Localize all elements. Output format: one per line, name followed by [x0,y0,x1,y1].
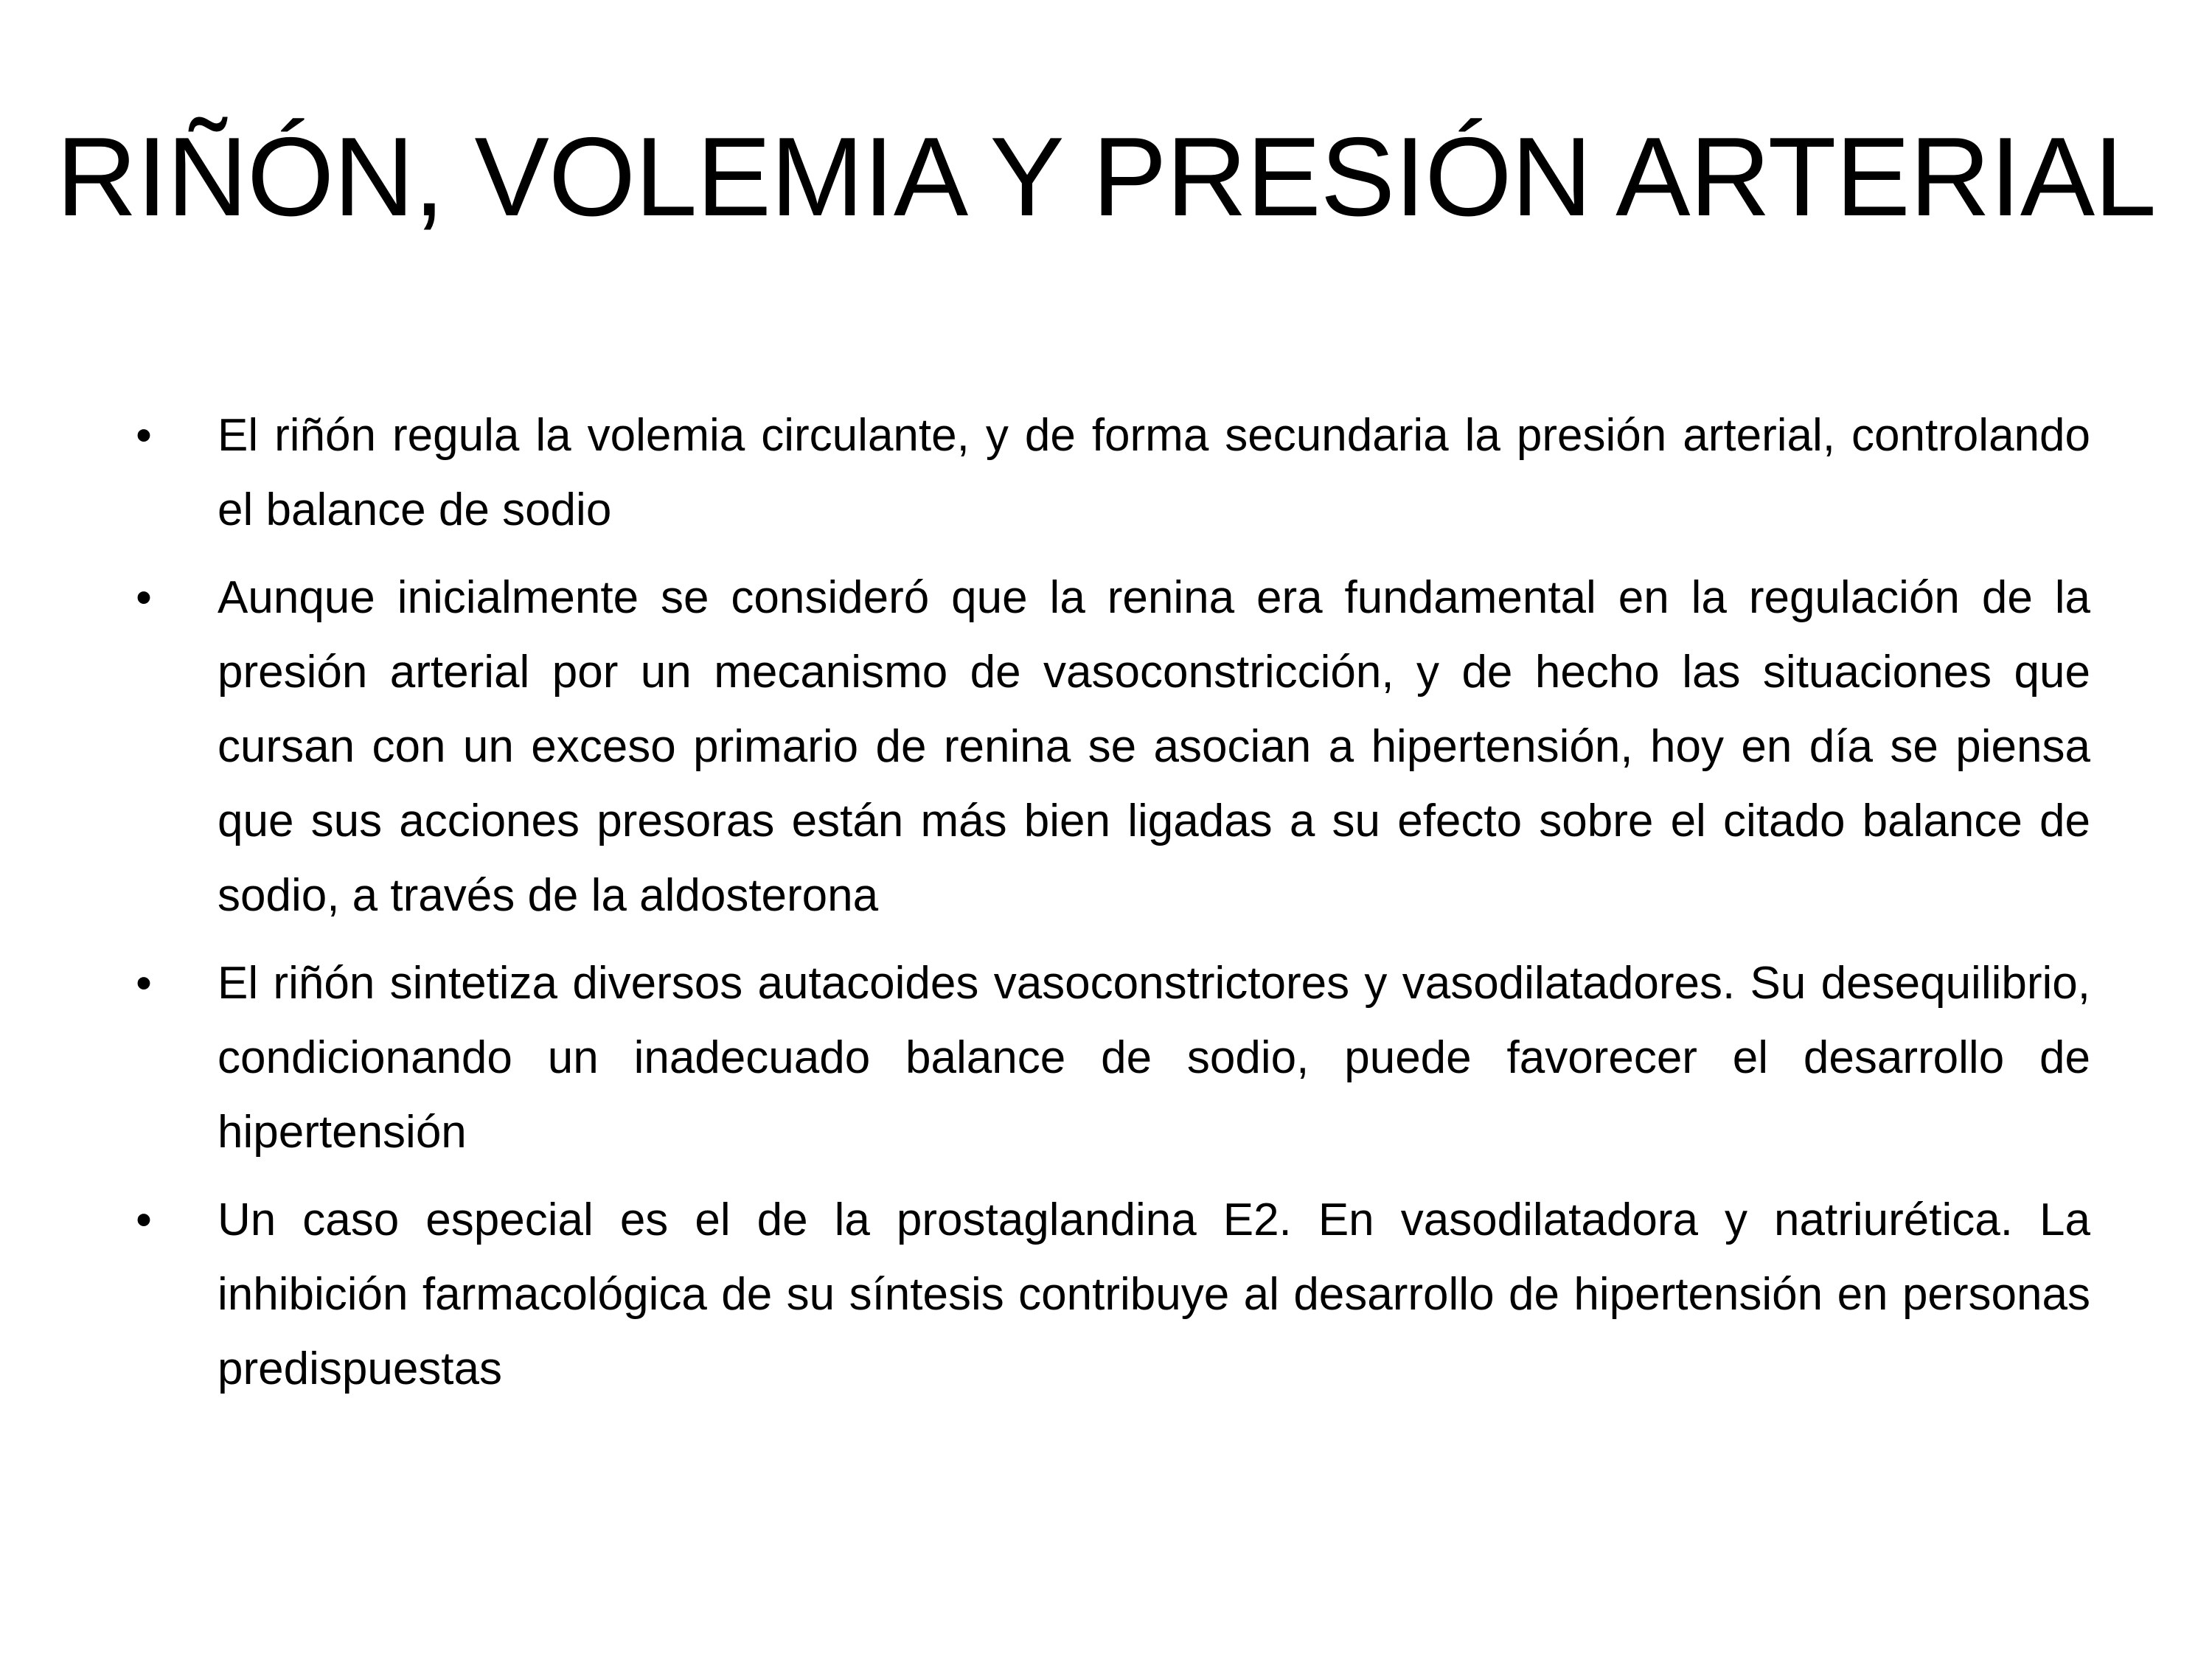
bullet-text: El riñón regula la volemia circulante, y de forma secundaria la presión arterial, controlando el balance de sodio [218,410,2090,535]
slide-title: RIÑÓN, VOLEMIA Y PRESIÓN ARTERIAL [56,114,2156,240]
bullet-marker: • [136,1194,152,1245]
bullet-marker: • [136,410,152,461]
list-item [136,1183,2090,1406]
list-item [136,560,2090,933]
list-item [136,398,2090,547]
bullet-text: Un caso especial es el de la prostaglandina E2. En vasodilatadora y natriurética. La inhibición farmacológica de su síntesis contribuye al desarrollo de hipertensión en personas predispuestas [218,1194,2090,1394]
bullet-marker: • [136,572,152,623]
list-item [136,946,2090,1169]
bullet-text: Aunque inicialmente se consideró que la renina era fundamental en la regulación de la presión arterial por un mecanismo de vasoconstricción, y de hecho las situaciones que cursan con un exceso primario de renina se asocian a hipertensión, hoy en día se piensa que sus acciones presoras están más bien ligadas a su efecto sobre el citado balance de sodio, a través de la aldosterona [218,572,2090,921]
bullet-marker: • [136,958,152,1009]
bullet-text: El riñón sintetiza diversos autacoides vasoconstrictores y vasodilatadores. Su desequilibrio, condicionando un inadecuado balance de sodio, puede favorecer el desarrollo de hipertensión [218,958,2090,1158]
bullet-list [136,398,2090,1419]
